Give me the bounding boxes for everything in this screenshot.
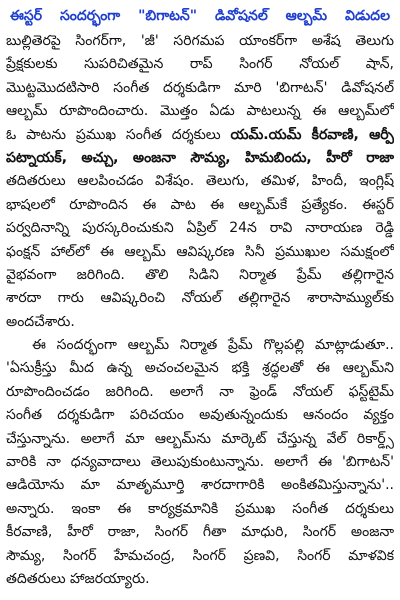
article-line: పర్వదినాన్ని పురస్కరించుకుని ఏప్రిల్ 24న రావి నారాయణ రెడ్డి bbox=[6, 220, 394, 237]
article-line: 'ఏసుక్రీస్తు మీద ఉన్న అచంచలమైన భక్తి శ్రద్ధలతో ఈ ఆల్బమ్‌ని bbox=[6, 360, 394, 377]
article-line: బుల్లితెరపై సింగర్‌గా, 'జీ' సరిగమప యాంకర్‌గా అశేష తెలుగు bbox=[6, 33, 394, 49]
paragraph-2 bbox=[6, 334, 394, 591]
article-line: శారదా గారు ఆవిష్కరించి నోయల్ తల్లిగారైన శారాసామ్యుల్‌కు bbox=[6, 290, 394, 307]
article-line: రూపొందించడం జరిగింది. అలాగే నా ఫ్రెండ్ నోయల్ ఫస్ట్‌టైమ్ bbox=[6, 383, 394, 400]
article-line: చేస్తున్నాను. అలాగే మా ఆల్బమ్‌ను మార్కెట్ చేస్తున్న వేల్ రికార్డ్స్ bbox=[6, 430, 394, 447]
article-line: సౌమ్య, సింగర్ హేమచంద్ర, సింగర్ ప్రణవి, సింగర్ మాళవిక bbox=[6, 547, 394, 564]
article-line: ఫంక్షన్ హాల్‌లో ఈ ఆల్బమ్ ఆవిష్కరణ సినీ ప్రముఖుల సమక్షంలో bbox=[6, 243, 394, 260]
article-line: తదితరులు హాజరయ్యారు. bbox=[6, 570, 150, 587]
article-line: సంగీత దర్శకుడిగా పరిచయం అవుతున్నందుకు ఆనందం వ్యక్తం bbox=[6, 407, 394, 424]
article-body bbox=[6, 30, 394, 591]
paragraph-1 bbox=[6, 30, 394, 334]
article-line: ఆల్బమ్ రూపొందించారు. మొత్తం ఏడు పాటలున్న ఈ ఆల్బమ్‌లో bbox=[6, 103, 394, 120]
article-line: వారికి నా ధన్యవాదాలు తెలుపుకుంటున్నాను. అలాగే ఈ 'బిగాటన్' bbox=[6, 454, 394, 471]
article-line: అందచేశారు. bbox=[6, 313, 75, 330]
article-line: అన్నారు. ఇంకా ఈ కార్యక్రమానికి ప్రముఖ సంగీత దర్శకులు bbox=[6, 500, 394, 517]
article-line: కీరవాణి, హీరో రాజా, సింగర్ గీతా మాధురి, సింగర్ అంజనా bbox=[6, 524, 394, 541]
article-line: ఈ సందర్భంగా ఆల్బమ్ నిర్మాత ప్రేమ్ గొల్లపల్లి మాట్లాడుతూ.. bbox=[32, 337, 394, 354]
article-line: మొట్టమొదటిసారి సంగీత దర్శకుడిగా మారి 'బిగాటన్' డివోషనల్ bbox=[6, 79, 394, 96]
article-line: వైభవంగా జరిగింది. తొలి సిడిని నిర్మాత ప్రేమ్ తల్లిగారైన bbox=[6, 266, 394, 283]
highlighted-names: యమ్.యమ్ కీరవాణి, ఆర్పీ bbox=[230, 126, 394, 143]
line-text: ఓ పాటను ప్రముఖ సంగీత దర్శకులు bbox=[6, 126, 231, 143]
article-title: ఈస్టర్ సందర్భంగా "బిగాటన్" డివోషనల్ ఆల్బమ్ విడుదల bbox=[10, 8, 390, 24]
article-line: ప్రేక్షకులకు సుపరిచితమైన రాప్ సింగర్ నోయల్ షాన్, bbox=[6, 56, 394, 73]
article-line bbox=[6, 124, 394, 147]
highlighted-names-line: పట్నాయక్, అచ్చు, అంజనా సౌమ్య, హిమబిందు, హీరో రాజా bbox=[6, 149, 394, 166]
article-line: భాషలలో రూపొందిన ఈ పాట ఈ ఆల్బమ్‌కే ప్రత్యేకం. ఈస్టర్ bbox=[6, 196, 394, 213]
article-line: తదితరులు ఆలపించడం విశేషం. తెలుగు, తమిళ, హిందీ, ఇంగ్లిష్ bbox=[6, 173, 394, 190]
article-line: ఆడియోను మా మాతృమూర్తి శారదాగారికి అంకితమిస్తున్నాను'.. bbox=[6, 477, 394, 494]
